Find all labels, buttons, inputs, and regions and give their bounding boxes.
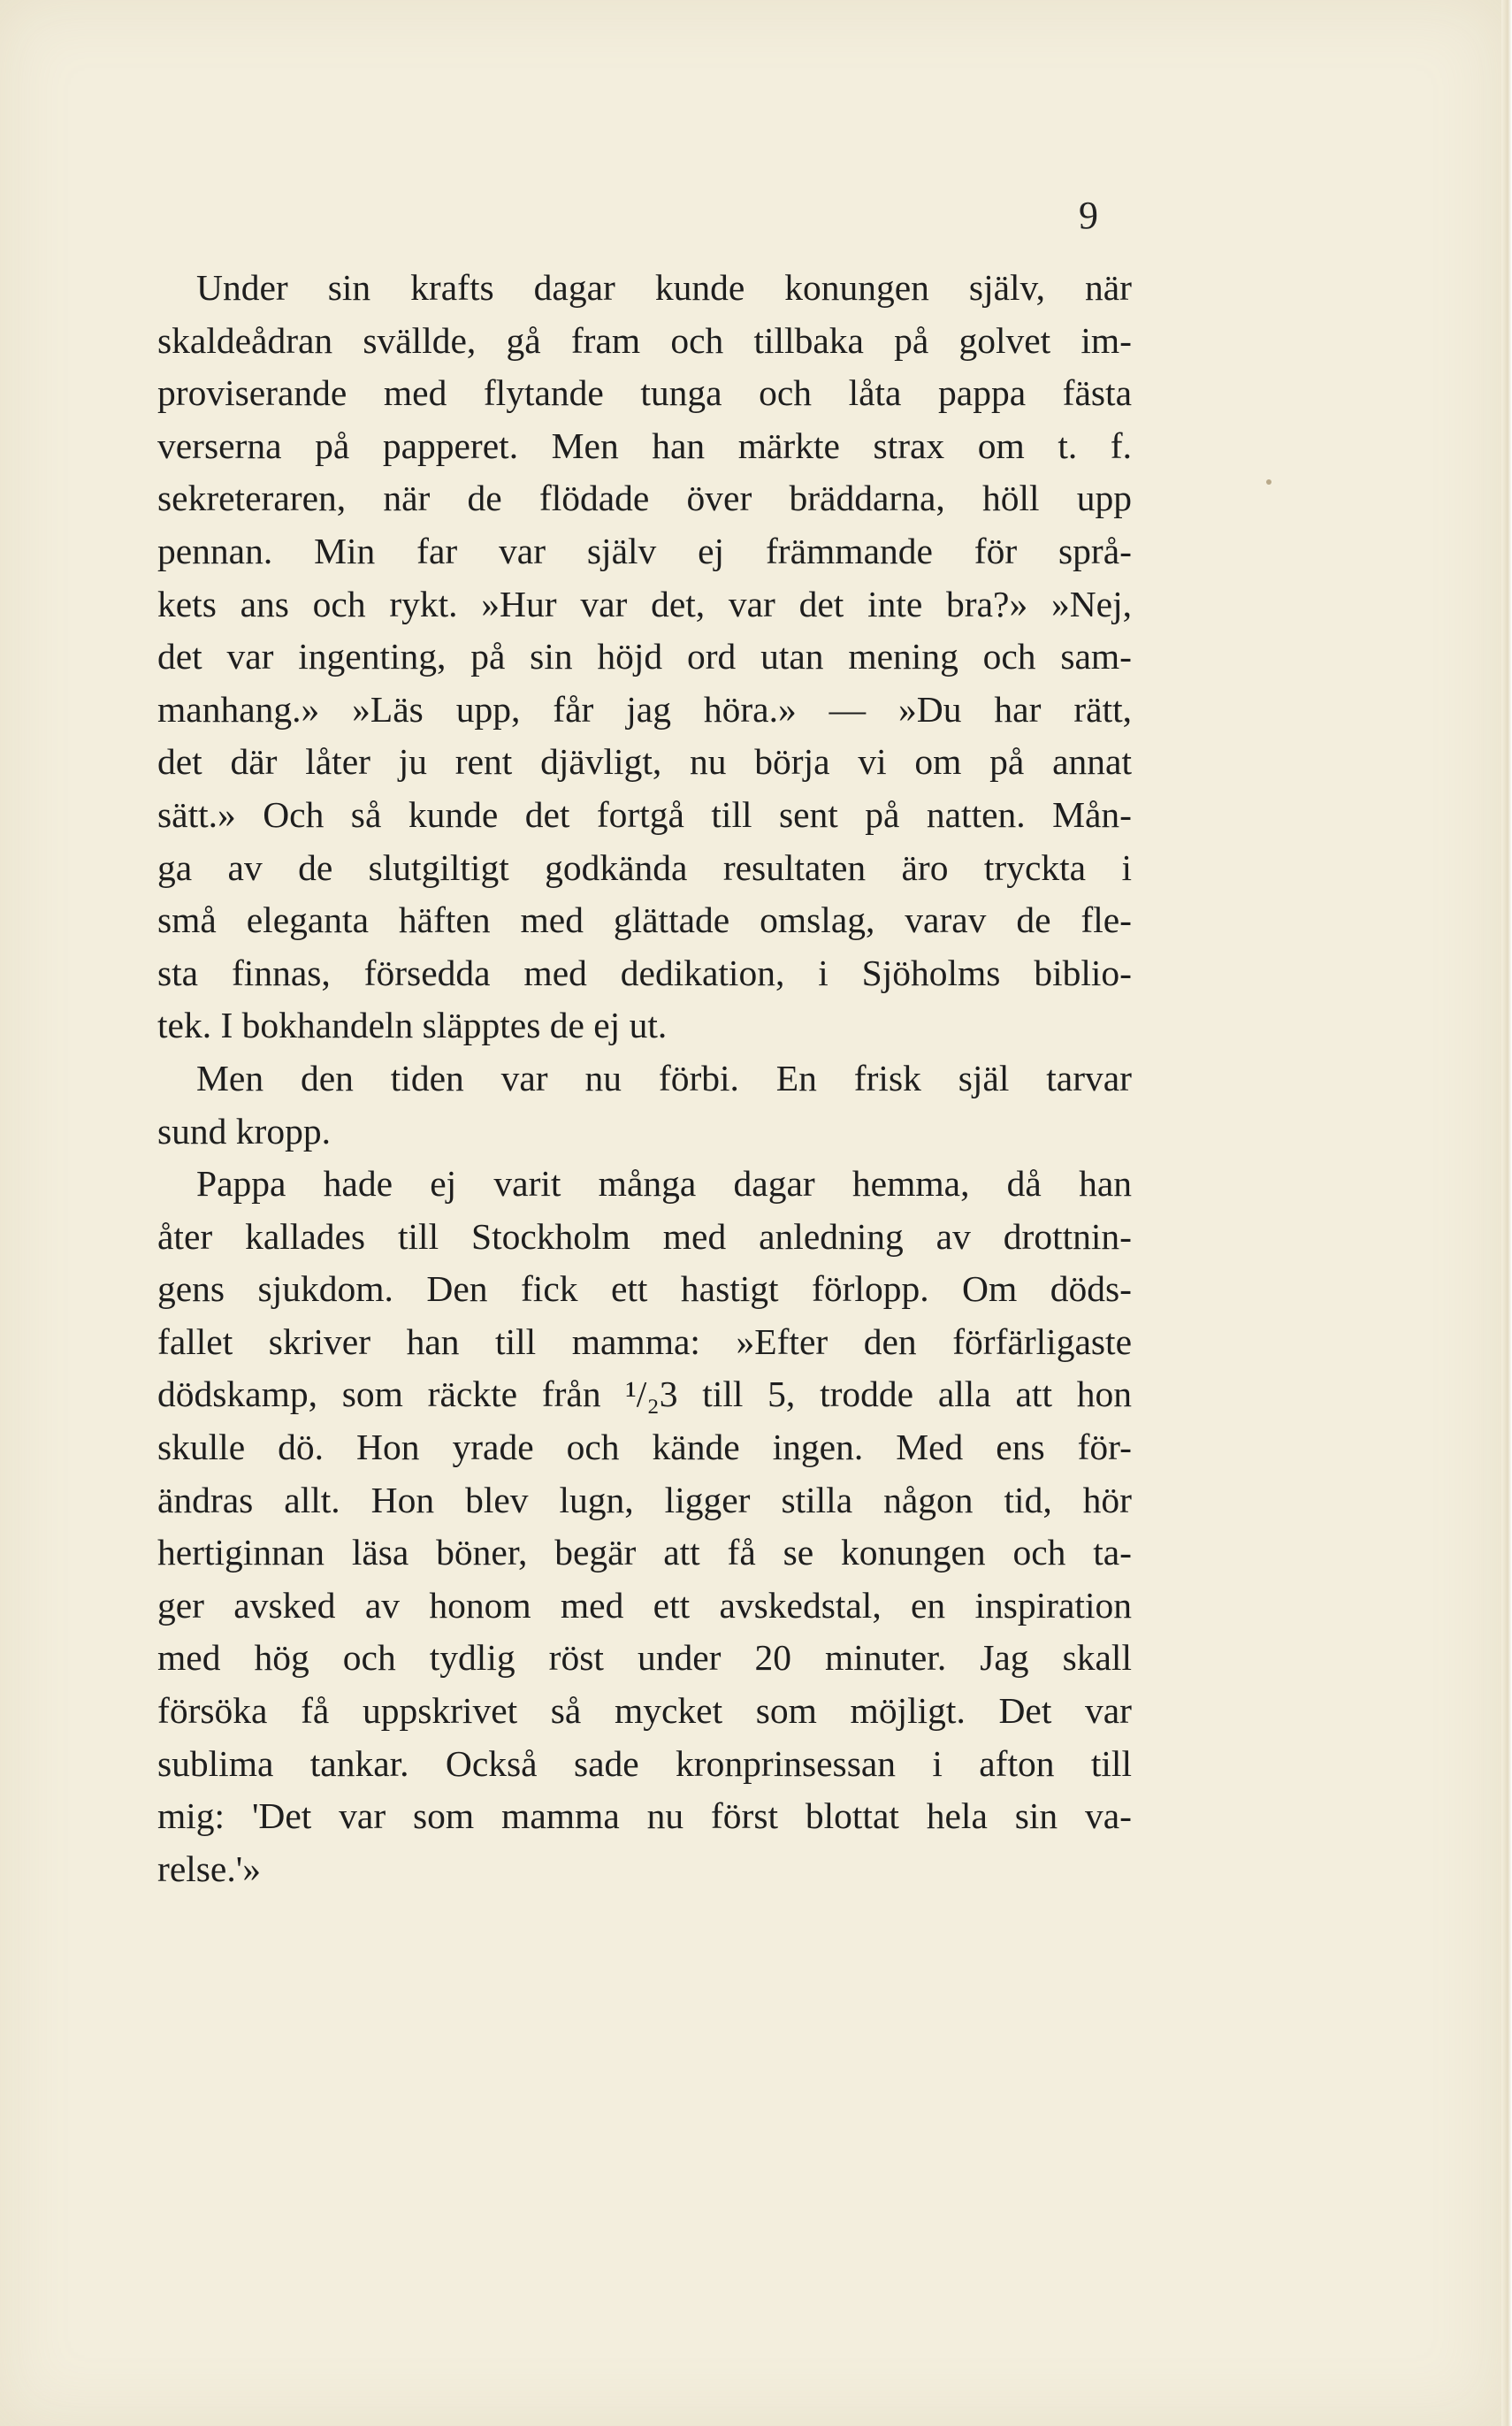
text-line: små eleganta häften med glättade omslag, varav de fle- — [157, 899, 1132, 941]
text-line: det var ingenting, på sin höjd ord utan mening och sam- — [157, 636, 1132, 677]
text-line: hertiginnan läsa böner, begär att få se konungen och ta- — [157, 1532, 1132, 1573]
text-line: tek. I bokhandeln släpptes de ej ut. — [157, 1005, 668, 1046]
paper-speck — [1266, 479, 1271, 485]
text-line: pennan. Min far var själv ej främmande för språ- — [157, 530, 1132, 571]
text-line: skaldeådran svällde, gå fram och tillbaka på golvet im- — [157, 319, 1132, 361]
text-line: sätt.» Och så kunde det fortgå till sent på natten. Mån- — [157, 793, 1132, 835]
text-line: det där låter ju rent djävligt, nu börja vi om på annat — [157, 741, 1132, 783]
text-line: proviserande med flytande tunga och låta pappa fästa — [157, 372, 1132, 414]
text-line: åter kallades till Stockholm med anledning av drottnin- — [157, 1215, 1132, 1257]
text-line: manhang.» »Läs upp, får jag höra.» — »Du har rätt, — [157, 688, 1132, 730]
text-line: fallet skriver han till mamma: »Efter den förfärligaste — [157, 1320, 1132, 1362]
text-line: sta finnas, försedda med dedikation, i Sjöholms biblio- — [157, 952, 1132, 993]
text-line: gens sjukdom. Den fick ett hastigt förlopp. Om döds- — [157, 1268, 1132, 1310]
text-line: dödskamp, som räckte från ¹/₂3 till 5, trodde alla att hon — [157, 1374, 1132, 1415]
page-edge — [1501, 0, 1512, 2426]
text-line: skulle dö. Hon yrade och kände ingen. Med ens för- — [157, 1427, 1132, 1468]
text-line: Pappa hade ej varit många dagar hemma, då han — [196, 1163, 1132, 1205]
text-line: kets ans och rykt. »Hur var det, var det inte bra?» »Nej, — [157, 583, 1132, 624]
text-line: sund kropp. — [157, 1110, 331, 1152]
text-line: relse.'» — [157, 1848, 261, 1889]
text-line: försöka få uppskrivet så mycket som möjligt. Det var — [157, 1690, 1132, 1732]
text-line: Men den tiden var nu förbi. En frisk själ tarvar — [196, 1057, 1132, 1098]
text-line: mig: 'Det var som mamma nu först blottat hela sin va- — [157, 1795, 1132, 1837]
text-line: ger avsked av honom med ett avskedstal, en inspiration — [157, 1584, 1132, 1626]
page-number: 9 — [1079, 194, 1098, 237]
text-line: sublima tankar. Också sade kronprinsessan i afton till — [157, 1742, 1132, 1784]
text-line: verserna på papperet. Men han märkte strax om t. f. — [157, 425, 1132, 466]
text-line: ga av de slutgiltigt godkända resultaten äro tryckta i — [157, 846, 1132, 888]
text-line: med hög och tydlig röst under 20 minuter. Jag skall — [157, 1637, 1132, 1679]
text-line: ändras allt. Hon blev lugn, ligger stilla någon tid, hör — [157, 1479, 1132, 1520]
text-line: Under sin krafts dagar kunde konungen själv, när — [196, 267, 1132, 308]
text-line: sekreteraren, när de flödade över bräddarna, höll upp — [157, 478, 1132, 519]
body-text — [157, 262, 1132, 1895]
